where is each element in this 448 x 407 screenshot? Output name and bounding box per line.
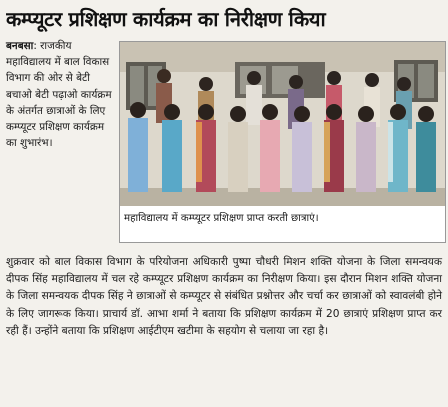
dateline: बनबसा — [6, 40, 34, 52]
lead-paragraph — [6, 38, 116, 151]
photo-caption: महाविद्यालय में कम्प्यूटर प्रशिक्षण प्राप्त करती छात्राएं। — [124, 213, 319, 224]
lead-text: : राजकीय महाविद्यालय में बाल विकास विभाग की ओर से बेटी बचाओ बेटी पढ़ाओ कार्यक्रम के अंतर्गत छात्राओं के लिए कम्प्यूटर प्रशिक्षण कार्यक्रम का शुभारंभ। — [6, 40, 112, 150]
photo-box — [119, 41, 446, 243]
headline: कम्प्यूटर प्रशिक्षण कार्यक्रम का निरीक्षण किया — [6, 7, 326, 31]
article-body: शुक्रवार को बाल विकास विभाग के परियोजना अधिकारी पुष्पा चौधरी मिशन शक्ति योजना के जिला समन्वयक दीपक सिंह महाविद्यालय में चल रहे कम्प्यूटर प्रशिक्षण कार्यक्रम का निरीक्षण किया। इस दौरान मिशन शक्ति योजना के जिला समन्वयक दीपक सिंह ने छात्राओं से कम्प्यूटर से संबंधित प्रश्नोत्तर और चर्चा कर छात्राओं को स्वावलंबी होने के लिए जागरूक किया। प्राचार्य डॉ. आभा शर्मा ने बताया कि प्रशिक्षण कार्यक्रम में 20 छात्राएं प्रशिक्षण प्राप्त कर रही हैं। उन्होंने बताया कि प्रशिक्षण आईटीएम खटीमा के सहयोग से चलाया जा रहा है। — [6, 256, 442, 337]
group-photo — [120, 42, 445, 206]
